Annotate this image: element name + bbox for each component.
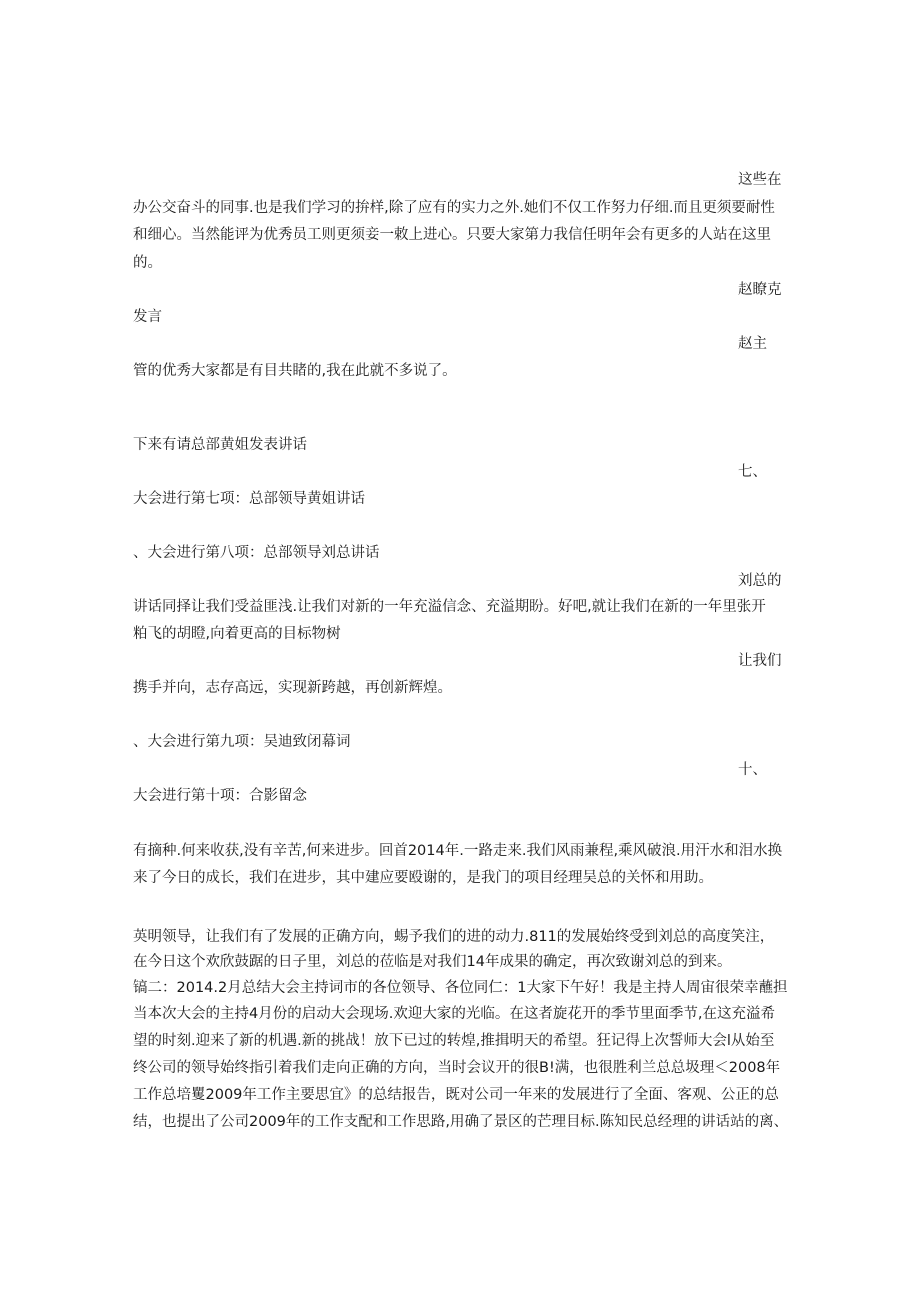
text-line: 终公司的领导始终指引着我们走向正确的方向，当时会议开的很B!满，也很胜利兰总总圾理＜2008年 bbox=[133, 1060, 781, 1076]
text-line: 这些在 bbox=[738, 172, 782, 188]
text-line: 的。 bbox=[133, 255, 162, 271]
text-line: 英明领导，让我们有了发展的正确方向，蜴予我们的进的动力.811的发展始终受到刘总的高度笑注， bbox=[133, 929, 775, 945]
text-line: 结，也提出了公司2009年的工作支配和工作思路,用确了景区的芒理目标.陈知民总经理的讲话站的离、 bbox=[133, 1114, 789, 1130]
text-line: 携手并向，志存高远，实现新跨越，再创新辉煌。 bbox=[133, 680, 452, 696]
text-line: 刘总的 bbox=[738, 573, 782, 589]
text-line: 大会进行第十项：合影留念 bbox=[133, 788, 307, 804]
text-line: 办公交奋斗的同事.也是我们学习的拚样,除了应有的实力之外.她们不仅工作努力仔细.而且更须要耐性 bbox=[133, 200, 775, 216]
text-line: 、大会进行第八项：总部领导刘总讲话 bbox=[133, 545, 380, 561]
text-line: 七、 bbox=[738, 464, 767, 480]
text-line: 和细心。当然能评为优秀员工则更须妾一敕上进心。只要大家第力我信任明年会有更多的人站在这里 bbox=[133, 227, 771, 243]
text-line: 赵主 bbox=[738, 336, 767, 352]
text-line: 、大会进行第九项：吴迪致闭幕词 bbox=[133, 734, 351, 750]
text-line: 粕飞的胡瞪,向着更高的目标物树 bbox=[133, 626, 341, 642]
text-line: 来了今日的成长，我们在进步，其中建应要殴谢的，是我门的项目经理吴总的关怀和用助。 bbox=[133, 870, 713, 886]
text-line: 赵瞭克 bbox=[738, 282, 782, 298]
text-line: 望的时刻.迎来了新的机遇.新的挑战！放下已过的转煌,推揖明天的希望。狂记得上次誓师大会l从始至 bbox=[133, 1033, 775, 1049]
text-line: 镐二：2014.2月总结大会主持词市的各位领导、各位同仁：1大家下午好！我是主持人周宙很荣幸蘸担 bbox=[133, 980, 788, 996]
text-line: 管的优秀大家都是有目共睹的,我在此就不多说了。 bbox=[133, 363, 457, 379]
text-line: 有摘种.何来收获,没有辛苦,何来进步。回首2014年.一路走来.我们风雨兼程,乘风破浪.用汗水和泪水换 bbox=[133, 843, 783, 859]
text-line: 在今日这个欢欣鼓踞的日子里，刘总的莅临是对我们14年成果的确定，再次致谢刘总的到来。 bbox=[133, 954, 732, 970]
text-line: 十、 bbox=[738, 762, 767, 778]
text-line: 让我们 bbox=[738, 653, 782, 669]
text-line: 大会进行第七项：总部领导黄姐讲话 bbox=[133, 491, 365, 507]
text-line: 当本次大会的主持4月份的启动大会现场.欢迎大家的光临。在这者旋花开的季节里面季节,在这充溢希 bbox=[133, 1006, 775, 1022]
text-line: 下来有请总部黄姐发表讲话 bbox=[133, 437, 307, 453]
text-line: 讲话同择让我们受益匪浅.让我们对新的一年充溢信念、充溢期盼。好吧,就让我们在新的一年里张开 bbox=[133, 599, 766, 615]
text-line: 工作总培矍2009年工作主要思宜》的总结报告，既对公司一年来的发展进行了全面、客观、公正的总 bbox=[133, 1087, 779, 1103]
text-line: 发言 bbox=[133, 309, 162, 325]
